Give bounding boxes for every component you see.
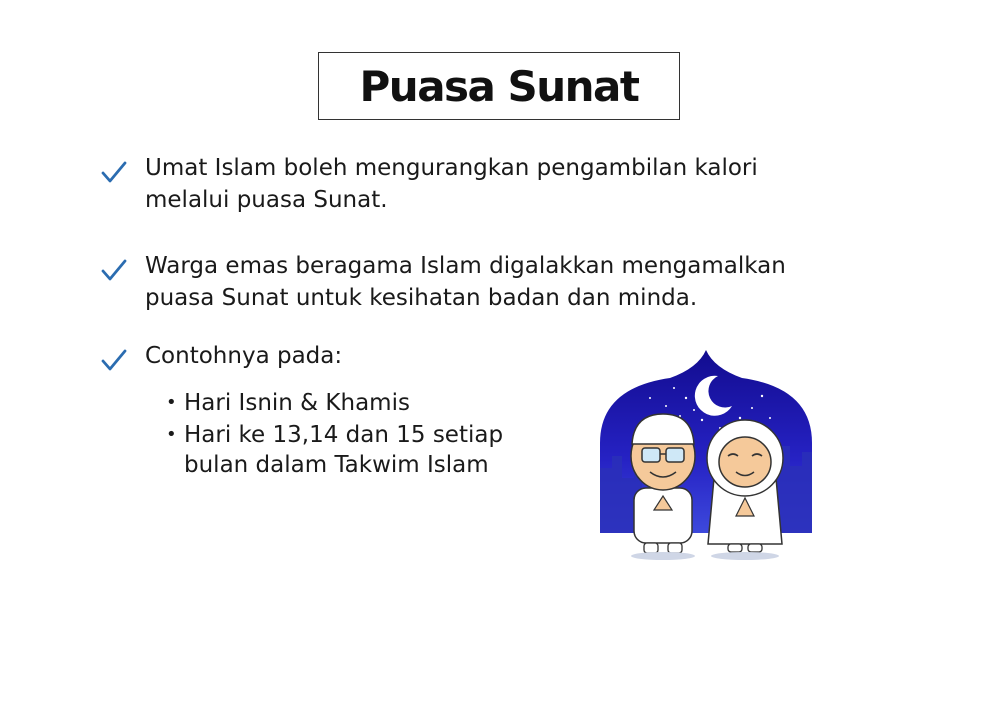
sub-point-line: Hari ke 13,14 dan 15 setiap <box>184 422 504 448</box>
bullet-icon: • <box>166 392 177 413</box>
title-box <box>318 52 680 120</box>
sub-point-line: bulan dalam Takwim Islam <box>184 452 489 478</box>
check-mark-icon <box>100 346 128 374</box>
point-line: puasa Sunat untuk kesihatan badan dan minda. <box>145 285 698 311</box>
point-line: Warga emas beragama Islam digalakkan mengamalkan <box>145 253 786 279</box>
point-text <box>145 340 342 372</box>
point-line: melalui puasa Sunat. <box>145 187 388 213</box>
check-mark-icon <box>100 256 128 284</box>
point-line: Contohnya pada: <box>145 343 343 369</box>
check-mark-icon <box>100 158 128 186</box>
bullet-icon: • <box>166 424 177 445</box>
page-title: Puasa Sunat <box>359 61 639 111</box>
point-text <box>145 250 786 314</box>
sub-point-text: Hari Isnin & Khamis <box>184 390 410 416</box>
point-text <box>145 152 758 216</box>
point-1 <box>100 152 920 216</box>
list-item <box>166 388 503 418</box>
point-2 <box>100 250 920 314</box>
sub-point-list <box>166 388 503 482</box>
list-item <box>166 420 503 480</box>
muslim-couple-praying-illustration <box>590 348 822 563</box>
point-line: Umat Islam boleh mengurangkan pengambilan kalori <box>145 155 758 181</box>
sub-point-text <box>184 420 503 480</box>
